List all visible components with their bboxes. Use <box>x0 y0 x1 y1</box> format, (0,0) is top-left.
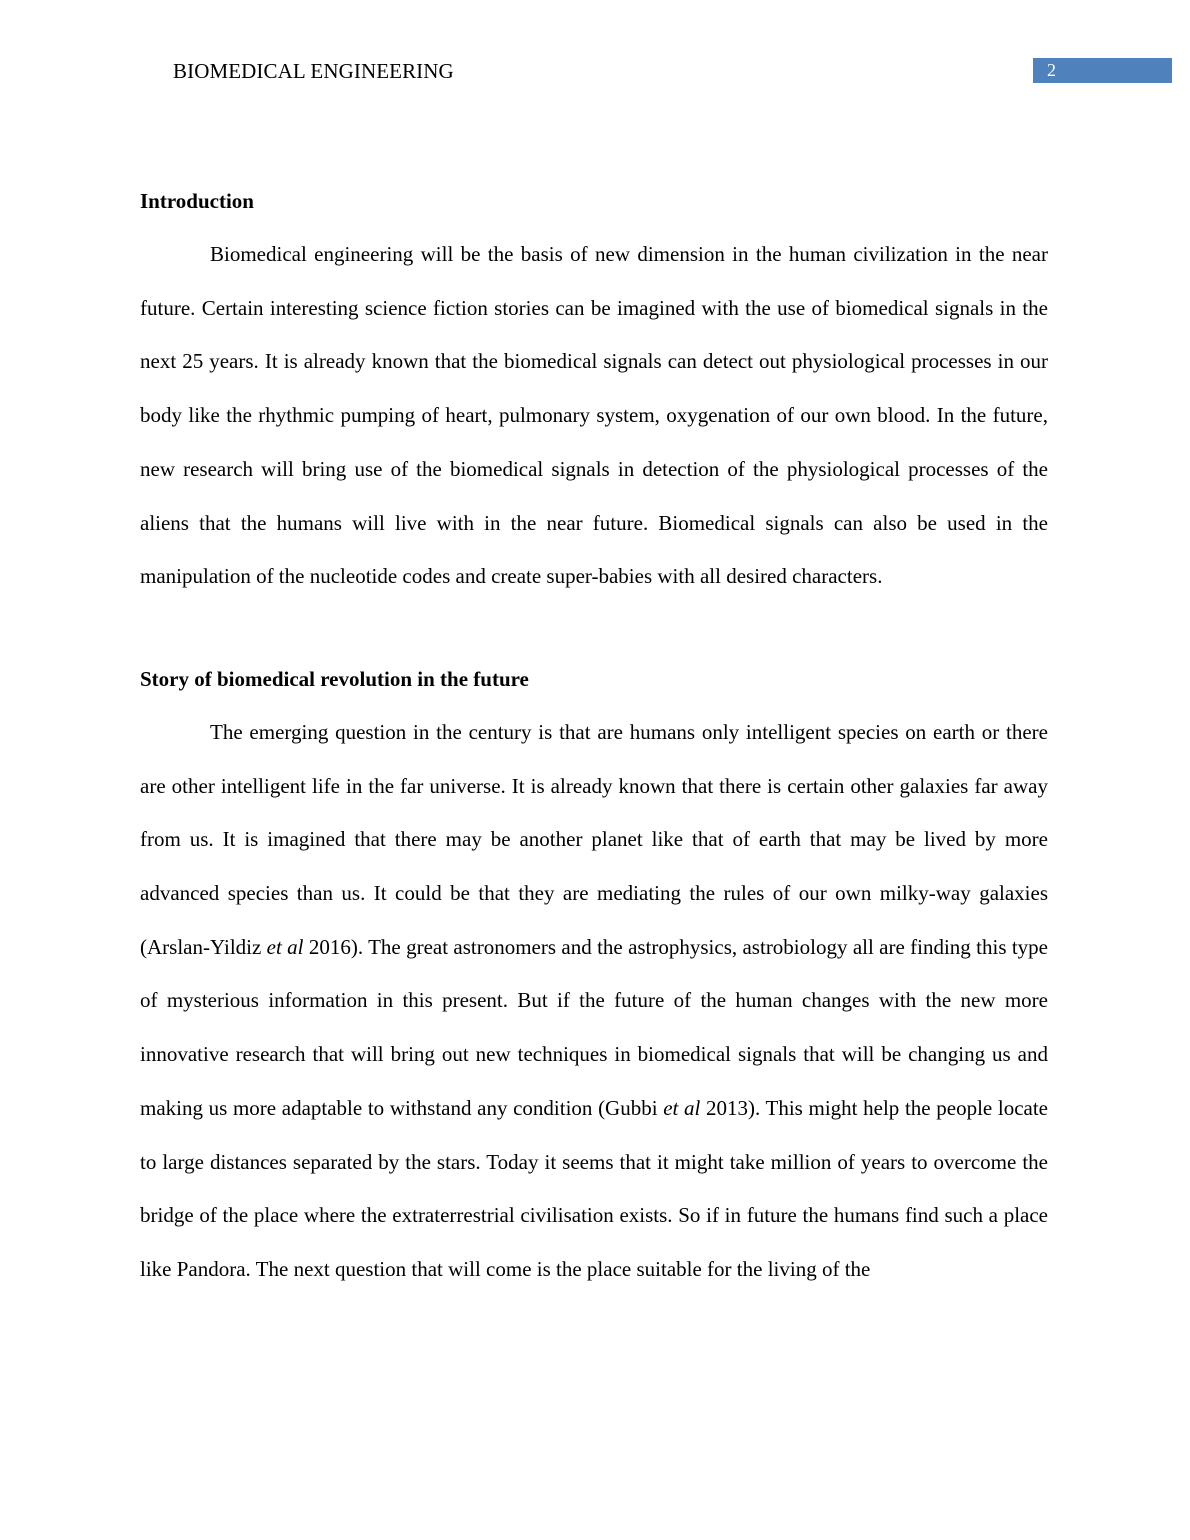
paragraph-text: The emerging question in the century is that are humans only intelligent species on earth or there are other intelligent life in the far universe. It is already known that there is certain other galaxies far away from us. It is imagined that there may be another planet like that of earth that may be lived by more advanced species than us. It could be that they are mediating the rules of our own milky-way galaxies (Arslan-Yildiz <box>140 719 1048 959</box>
page-number-badge <box>1033 58 1172 83</box>
page-number: 2 <box>1047 60 1056 80</box>
paragraph-text: 2016). The great astronomers and the astrophysics, astrobiology all are finding this type of mysterious information in this present. But if the future of the human changes with the new more innovative research that will bring out new techniques in biomedical signals that will be changing us and making us more adaptable to withstand any condition (Gubbi <box>140 934 1049 1120</box>
section-spacer <box>140 604 1048 652</box>
citation-etal: et al <box>266 934 304 959</box>
running-head-title: BIOMEDICAL ENGINEERING <box>173 59 454 83</box>
section-introduction <box>140 174 1048 604</box>
document-body <box>140 174 1048 1297</box>
section-heading: Story of biomedical revolution in the future <box>140 666 529 691</box>
section-heading: Introduction <box>140 189 254 213</box>
section-paragraph: Biomedical engineering will be the basis of new dimension in the human civilization in the near future. Certain interesting science fiction stories can be imagined with the use of biomedical signals in the next 25 years. It is already known that the biomedical signals can detect out physiological processes in our body like the rhythmic pumping of heart, pulmonary system, oxygenation of our own blood. In the future, new research will bring use of the biomedical signals in detection of the physiological processes of the aliens that the humans will live with in the near future. Biomedical signals can also be used in the manipulation of the nucleotide codes and create super-babies with all desired characters. <box>140 242 1048 589</box>
section-story <box>140 652 1048 1297</box>
citation-etal: et al <box>663 1095 701 1120</box>
section-paragraph <box>140 706 1048 1297</box>
paragraph-text: 2013). This might help the people locate to large distances separated by the stars. Today it seems that it might take million of years to overcome the bridge of the place where the extraterrestrial civilisation exists. So if in future the humans find such a place like Pandora. The next question that will come is the place suitable for the living of the <box>140 1095 1049 1281</box>
